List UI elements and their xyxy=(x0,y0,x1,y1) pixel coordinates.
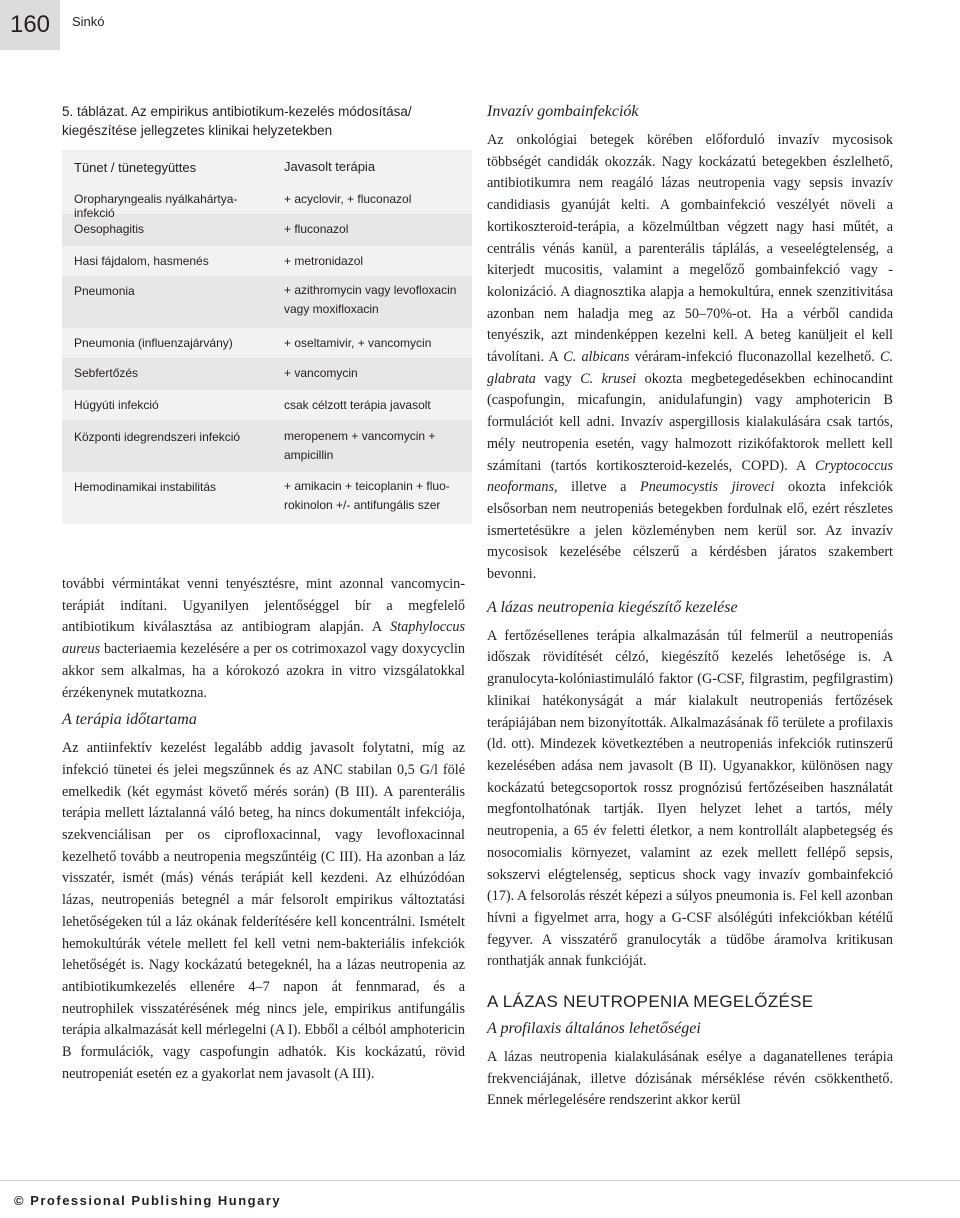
chapter-heading-prevention: A LÁZAS NEUTROPENIA MEGELŐZÉSE xyxy=(487,992,814,1012)
table-caption-label: 5. táblázat. xyxy=(62,104,129,119)
therapy-cell: + metronidazol xyxy=(284,254,364,268)
left-paragraph-2: Az antiinfektív kezelést legalább addig javasolt folytatni, míg az infekció tünetei és jelei megszűnnek és az ANC stabilan 0,5 G/l fölé emelkedik (két egymást követő mérés során) (B III). A parenterális terápia mellett láztalanná váló beteg, ha nincs dokumentált infekciója, szekvenciálisan per os ciprofloxacinnal, vagy levofloxacinnal kezelhető tovább a neutropenia megszűntéig (C III). Ha azonban a láz visszatér, ismét (más) vénás terápiát kell kezdeni. Az elhúzódóan lázas, neutropeniás betegnél a már felsorolt empirikus változtatási lehetőségeken túl a láz okának felderítésére kell koncentrálni. Ismételt hemokultúrák vétele mellett fel kell vetni nem-bakteriális infekciók lehetőségét is. Nagy kockázatú betegeknél, ha a lázas neutropenia az antibiotikumkezelés ellenére 4–7 napon át fennmarad, és a neutrophilek visszatérésének még nincs jele, empirikus antifungális terápia alkalmazását kell mérlegelni (A I). Ebből a célból amphotericin B formulációk, vagy caspofungin adhatók. Kis kockázatú, rövid neutropeniát esetén ez a gyakorlat nem javasolt (A III). xyxy=(62,740,465,1082)
symptom-cell: Oesophagitis xyxy=(74,222,145,236)
text-run: véráram-infekció fluconazollal kezelhető. xyxy=(629,349,880,366)
italic-text: C. glabrata xyxy=(487,349,894,387)
therapy-cell: + fluconazol xyxy=(284,222,349,236)
therapy-cell: + amikacin + teicoplanin + fluo-rokinolon +/- antifungális szer xyxy=(284,479,450,512)
col-header-therapy: Javasolt terápia xyxy=(284,159,376,174)
text-run: illetve a xyxy=(557,479,641,496)
right-paragraph-1 xyxy=(487,130,893,586)
therapy-cell: + oseltamivir, + vancomycin xyxy=(284,336,432,350)
italic-text: Cryptococcus neoformans, xyxy=(487,457,893,496)
symptom-cell: Központi idegrendszeri infekció xyxy=(74,430,241,444)
left-paragraph-1 xyxy=(62,574,465,704)
text-run: további vérmintákat venni tenyésztésre, mint azonnal vancomycin-terápiát indítani. Ugyanilyen jelentőséggel bír a megfelelő antibiotikum kiválasztása az antibiogram alapján. A xyxy=(62,576,465,636)
text-run: Az onkológiai betegek körében előforduló invazív mycosisok többségét candidák okozzák. Nagy kockázatú betegekben észlelhető, antibiotikumra nem reagáló lázas neutropenia vagy sepsis invazív candidiasis gyanúját kelti. A gombainfekció veszélyét növeli a kortikoszteroid-terápia, a közelmúltban végzett nagy hasi műtét, a centrális vénás kanül, a parenterális táplálás, a veseelégtelenség, a kiterjedt mucositis, valamint a megelőző gombainfekció vagy -kolonizáció. A diagnosztika alapja a hemokultúra, ennek szenzitivitása azonban nem haladja meg az 50–70%-ot. Ha a vérből candida tenyészik, azt mindenképpen kezelni kell. A beteg kanüljeit el kell távolítani. A xyxy=(487,132,893,366)
italic-text: C. albicans xyxy=(563,349,630,366)
section-heading-duration: A terápia időtartama xyxy=(62,711,197,729)
symptom-cell: Pneumonia xyxy=(74,284,135,298)
symptom-cell: Sebfertőzés xyxy=(74,366,139,380)
right-column xyxy=(487,100,893,1112)
text-run: okozta infekciók elsősorban nem neutropeniás betegekben fordulnak elő, ezért részletes ismertetésükre a jelen közleményben nem kerül sor. Az invazív mycosisok kezelésébe célszerű a kérdésben járatos szakembert bevonni. xyxy=(487,479,893,583)
therapy-cell: + acyclovir, + fluconazol xyxy=(284,192,412,206)
text-run: bacteriaemia kezelésére a per os cotrimoxazol vagy doxycyclin akkor sem alkalmas, ha a kórokozó azokra in vitro vizsgálatokkal érzékenynek mutatkozna. xyxy=(62,641,465,701)
running-title: Sinkó xyxy=(72,14,105,29)
section-heading-prophylaxis: A profilaxis általános lehetőségei xyxy=(487,1020,701,1038)
page-footer xyxy=(0,1180,960,1218)
left-column xyxy=(62,574,465,1085)
symptom-cell: Hemodinamikai instabilitás xyxy=(74,480,217,494)
symptom-cell: Húgyúti infekció xyxy=(74,398,159,412)
right-paragraph-2: A fertőzésellenes terápia alkalmazásán túl felmerül a neutropeniás időszak rövidítését célzó, kiegészítő kezelés lehetősége is. A granulocyta-kolóniastimuláló faktor (G-CSF, filgrastim, pegfilgrastim) klinikai hatékonyságát a már kialakult neutropeniás fertőzések terápiájában nem bizonyították. Alkalmazásának fő területe a profilaxis (ld. ott). Mindezek következtében a neutropeniás infekciók rutinszerű kezelésében adása nem javasolt (B II). Ugyanakkor, különösen nagy kockázatú betegcsoportok rossz prognózisú fertőzéseiben használatát megfontolhatónak tartják. Ilyen helyzet lehet a tartós, mély neutropenia, a 65 év feletti életkor, a nem kontrollált alapbetegség és nosocomialis környezet, valamint az ezek mellett fellépő sepsis, sokszervi elégtelenség, septicus shock vagy invazív gombainfekció (17). A felsorolás részét képezi a súlyos pneumonia is. Fel kell azonban hívni a figyelmet arra, hogy a G-CSF alsólégúti infekciókban kétélű fegyver. A visszatérő granulocyták a tüdőbe áramolva kritikusan ronthatják annak funkcióját. xyxy=(487,627,893,970)
section-heading-fungal: Invazív gombainfekciók xyxy=(487,103,639,120)
page-number: 160 xyxy=(0,0,60,50)
col-header-symptom: Tünet / tünetegyüttes xyxy=(74,160,197,175)
table-caption xyxy=(62,102,472,140)
text-run: okozta megbetegedésekben echinocandint (caspofungin, micafungin, anidulafungin) vagy amphotericin B formulációt kell adni. Invazív aspergillosis kialakulására csak tartós, mély neutropenia esetén, vagy halmozott rizikófaktorok mellett kell számítani (tartós kortikoszteroid-kezelés, COPD). A xyxy=(487,370,893,474)
publisher-footer: © Professional Publishing Hungary xyxy=(14,1193,282,1208)
right-paragraph-3: A lázas neutropenia kialakulásának esélye a daganatellenes terápia frekvenciájának, illetve dózisának mérséklése révén csökkenthető. Ennek mérlegelésére rendszerint akkor kerül xyxy=(487,1049,893,1109)
section-heading-supportive: A lázas neutropenia kiegészítő kezelése xyxy=(487,598,738,616)
therapy-cell: meropenem + vancomycin + ampicillin xyxy=(284,429,436,462)
page-header xyxy=(0,0,960,52)
italic-text: Pneumocystis jiroveci xyxy=(640,479,775,496)
table-caption-text: Az empirikus antibiotikum-kezelés módosítása/ kiegészítése jellegzetes klinikai helyzetekben xyxy=(62,104,412,138)
therapy-cell: csak célzott terápia javasolt xyxy=(284,398,431,412)
symptom-cell: Oropharyngealis nyálkahártya- infekció xyxy=(74,192,238,220)
italic-text: Staphyloccus aureus xyxy=(62,619,465,658)
symptom-cell: Pneumonia (influenzajárvány) xyxy=(74,336,233,350)
therapy-table xyxy=(62,150,472,524)
symptom-cell: Hasi fájdalom, hasmenés xyxy=(74,254,209,268)
text-run: vagy xyxy=(535,370,581,387)
therapy-cell: + vancomycin xyxy=(284,366,358,380)
italic-text: C. krusei xyxy=(580,370,637,387)
therapy-cell: + azithromycin vagy levofloxacin vagy moxifloxacin xyxy=(284,283,457,316)
